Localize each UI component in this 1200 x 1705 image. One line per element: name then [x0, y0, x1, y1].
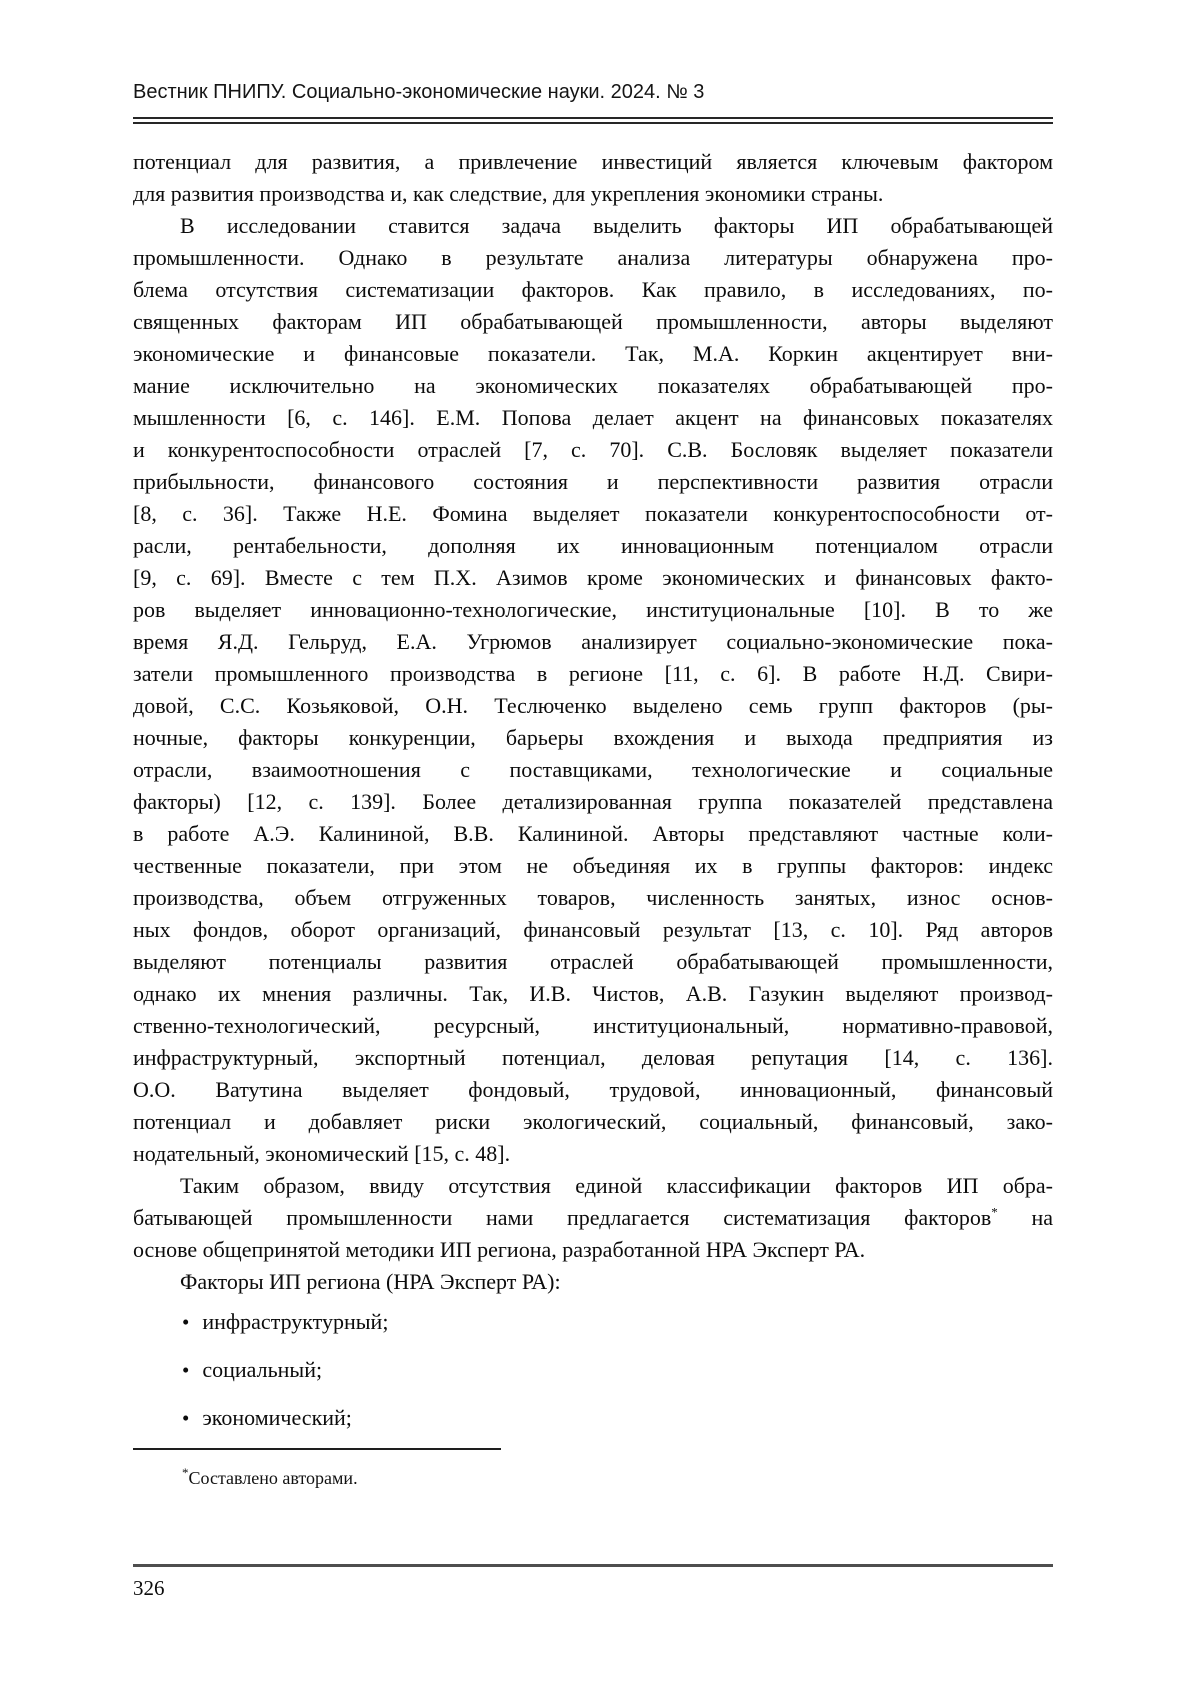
bullet-icon: •	[182, 1406, 190, 1430]
text-line: нодательный, экономический [15, с. 48].	[133, 1141, 511, 1166]
text-line: ночные, факторы конкуренции, барьеры вхождения и выхода предприятия из	[133, 725, 1053, 750]
footnote-marker: *	[182, 1465, 189, 1480]
text-line: выделяют потенциалы развития отраслей обрабатывающей промышленности,	[133, 949, 1053, 974]
text-line: [8, с. 36]. Также Н.Е. Фомина выделяет показатели конкурентоспособности от-	[133, 501, 1053, 526]
article-body	[133, 146, 1053, 1442]
text-line: инфраструктурный, экспортный потенциал, деловая репутация [14, с. 136].	[133, 1045, 1053, 1070]
text-line: мание исключительно на экономических показателях обрабатывающей про-	[133, 373, 1053, 398]
bullet-item	[133, 1298, 1053, 1346]
page-footer	[133, 1564, 1053, 1601]
text-line: время Я.Д. Гельруд, Е.А. Угрюмов анализирует социально-экономические пока-	[133, 629, 1053, 654]
footnote-text-content: Составлено авторами.	[188, 1468, 358, 1488]
footnote-marker: *	[991, 1204, 998, 1220]
text-line: батывающей промышленности нами предлагается систематизация факторов* на	[133, 1204, 1054, 1230]
text-line: довой, С.С. Козьяковой, О.Н. Теслюченко выделено семь групп факторов (ры-	[133, 693, 1053, 718]
paragraph	[133, 1170, 1053, 1266]
text-line: расли, рентабельности, дополняя их инновационным потенциалом отрасли	[133, 533, 1053, 558]
text-line: [9, с. 69]. Вместе с тем П.Х. Азимов кроме экономических и финансовых факто-	[133, 565, 1053, 590]
bullet-icon: •	[182, 1358, 190, 1382]
text-line: ных фондов, оборот организаций, финансовый результат [13, с. 10]. Ряд авторов	[133, 917, 1053, 942]
text-line: мышленности [6, с. 146]. Е.М. Попова делает акцент на финансовых показателях	[133, 405, 1053, 430]
page-number: 326	[133, 1576, 165, 1600]
text-line: однако их мнения различны. Так, И.В. Чистов, А.В. Газукин выделяют производ-	[133, 981, 1053, 1006]
text-line: Факторы ИП региона (НРА Эксперт РА):	[180, 1269, 561, 1294]
footnote-separator	[133, 1448, 501, 1450]
text-line: священных факторам ИП обрабатывающей промышленности, авторы выделяют	[133, 309, 1053, 334]
paragraph	[133, 210, 1053, 1170]
text-line: отрасли, взаимоотношения с поставщиками, технологические и социальные	[133, 757, 1053, 782]
text-line: в работе А.Э. Калининой, В.В. Калининой. Авторы представляют частные коли-	[133, 821, 1053, 846]
paragraph	[133, 146, 1053, 210]
text-line: производства, объем отгруженных товаров, численность занятых, износ основ-	[133, 885, 1053, 910]
bullet-text: инфраструктурный;	[202, 1309, 389, 1334]
footer-rule	[133, 1564, 1053, 1567]
footnote-text	[133, 1467, 1053, 1489]
text-line: основе общепринятой методики ИП региона, разработанной НРА Эксперт РА.	[133, 1237, 866, 1262]
text-line: для развития производства и, как следствие, для укрепления экономики страны.	[133, 181, 884, 206]
bullet-icon: •	[182, 1310, 190, 1334]
bullet-item	[133, 1394, 1053, 1442]
text-line: потенциал и добавляет риски экологический, социальный, финансовый, зако-	[133, 1109, 1053, 1134]
text-line: и конкурентоспособности отраслей [7, с. 70]. С.В. Бословяк выделяет показатели	[133, 437, 1053, 462]
bullet-text: социальный;	[202, 1357, 323, 1382]
text-line: факторы) [12, с. 139]. Более детализированная группа показателей представлена	[133, 789, 1053, 814]
text-line: ственно-технологический, ресурсный, институциональный, нормативно-правовой,	[133, 1013, 1053, 1038]
text-line: затели промышленного производства в регионе [11, с. 6]. В работе Н.Д. Свири-	[133, 661, 1053, 686]
text-line: прибыльности, финансового состояния и перспективности развития отрасли	[133, 469, 1053, 494]
text-line: В исследовании ставится задача выделить факторы ИП обрабатывающей	[180, 213, 1053, 238]
bullet-text: экономический;	[202, 1405, 352, 1430]
running-header	[133, 0, 1053, 124]
journal-title: Вестник ПНИПУ. Социально-экономические науки. 2024. № 3	[133, 81, 705, 103]
text-line: потенциал для развития, а привлечение инвестиций является ключевым фактором	[133, 149, 1053, 174]
text-line: Таким образом, ввиду отсутствия единой классификации факторов ИП обра-	[180, 1173, 1053, 1198]
text-line: чественные показатели, при этом не объединяя их в группы факторов: индекс	[133, 853, 1053, 878]
header-rule	[133, 117, 1053, 124]
paragraph	[133, 1266, 1053, 1298]
bullet-item	[133, 1346, 1053, 1394]
text-line: блема отсутствия систематизации факторов. Как правило, в исследованиях, по-	[133, 277, 1053, 302]
text-line: О.О. Ватутина выделяет фондовый, трудовой, инновационный, финансовый	[133, 1077, 1053, 1102]
text-line: экономические и финансовые показатели. Так, М.А. Коркин акцентирует вни-	[133, 341, 1053, 366]
footnote-block	[133, 1448, 1053, 1489]
text-line: промышленности. Однако в результате анализа литературы обнаружена про-	[133, 245, 1053, 270]
text-line: ров выделяет инновационно-технологические, институциональные [10]. В то же	[133, 597, 1053, 622]
